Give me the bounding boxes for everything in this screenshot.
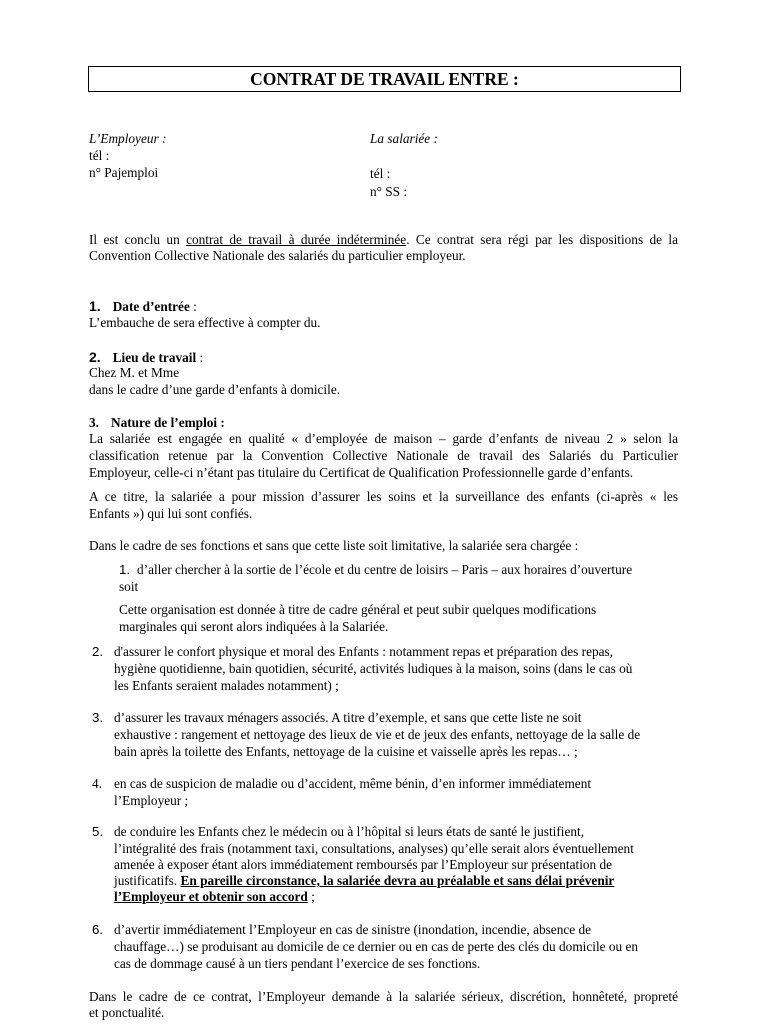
duty-1-note-line-1: Cette organisation est donnée à titre de cadre général et peut subir quelques modifications bbox=[119, 602, 597, 617]
duty-5-emphasis-line-2: l’Employeur et obtenir son accord bbox=[114, 889, 308, 904]
duty-4-line-2: l’Employeur ; bbox=[114, 793, 189, 808]
duty-4-line-1: en cas de suspicion de maladie ou d’accident, même bénin, d’en informer immédiatement bbox=[114, 776, 592, 791]
employer-label: L’Employeur : bbox=[89, 131, 167, 146]
section-2-heading bbox=[89, 349, 203, 367]
section-1-title: Date d’entrée bbox=[112, 299, 190, 314]
document-title: CONTRAT DE TRAVAIL ENTRE : bbox=[88, 66, 681, 92]
duty-1-note-line-2: marginales qui seront alors indiquées à la Salariée. bbox=[119, 619, 389, 634]
duty-1-line-2: soit bbox=[119, 579, 139, 594]
section-3-para-2-line-2: Enfants ») qui lui sont confiés. bbox=[89, 506, 253, 521]
employer-pajemploi: n° Pajemploi bbox=[89, 165, 159, 180]
intro-line-2: Convention Collective Nationale des salariés du particulier employeur. bbox=[89, 248, 466, 263]
section-3-heading bbox=[89, 415, 225, 432]
duty-5-line-4-prefix: justificatifs. bbox=[114, 873, 181, 888]
employee-label: La salariée : bbox=[370, 131, 438, 146]
employee-tel: tél : bbox=[370, 166, 391, 181]
section-2-line-1: Chez M. et Mme bbox=[89, 365, 180, 380]
section-3-para-2-line-1: A ce titre, la salariée a pour mission d’assurer les soins et la surveillance des enfants (ci-après « les bbox=[89, 489, 678, 504]
duty-2-number: 2. bbox=[92, 644, 104, 659]
duty-2-line-3: les Enfants seraient malades notamment) ; bbox=[114, 678, 339, 693]
duty-3-line-2: exhaustive : rangement et nettoyage des lieux de vie et de jeux des enfants, nettoyage de la salle de bbox=[114, 727, 641, 742]
section-3-para-3: Dans le cadre de ses fonctions et sans que cette liste soit limitative, la salariée sera chargée : bbox=[89, 538, 579, 553]
section-1-text: L’embauche de sera effective à compter du. bbox=[89, 315, 321, 330]
section-2-title: Lieu de travail bbox=[112, 350, 197, 365]
duty-2-line-1: d'assurer le confort physique et moral des Enfants : notamment repas et préparation des repas, bbox=[114, 644, 614, 659]
duty-5-line-5-suffix: ; bbox=[307, 889, 315, 904]
duty-6-line-1: d’avertir immédiatement l’Employeur en cas de sinistre (inondation, incendie, absence de bbox=[114, 922, 592, 937]
duty-1-line-1: d’aller chercher à la sortie de l’école et du centre de loisirs – Paris – aux horaires d’ouverture bbox=[137, 562, 633, 577]
duty-5-line-5 bbox=[114, 889, 315, 906]
duty-3-line-3: bain après la toilette des Enfants, nettoyage de la cuisine et vaisselle après les repas… ; bbox=[114, 744, 578, 759]
duty-5-line-1: de conduire les Enfants chez le médecin ou à l’hôpital si leurs états de santé le justifient, bbox=[114, 824, 585, 839]
duty-3-line-1: d’assurer les travaux ménagers associés. A titre d’exemple, et sans que cette liste ne soit bbox=[114, 710, 582, 725]
duty-6-line-3: cas de dommage causé à un tiers pendant l’exercice de ses fonctions. bbox=[114, 956, 481, 971]
section-1-colon: : bbox=[189, 299, 197, 314]
employee-ss: n° SS : bbox=[370, 184, 408, 199]
duty-5-emphasis-line-1: En pareille circonstance, la salariée devra au préalable et sans délai prévenir bbox=[180, 873, 615, 888]
duty-4-number: 4. bbox=[92, 776, 102, 791]
section-3-title: Nature de l’emploi : bbox=[110, 415, 225, 430]
section-2-line-2: dans le cadre d’une garde d’enfants à domicile. bbox=[89, 382, 341, 397]
section-2-colon: : bbox=[196, 350, 204, 365]
duty-5-number: 5. bbox=[92, 824, 104, 839]
contract-type: contrat de travail à durée indéterminée bbox=[186, 232, 407, 247]
section-1-heading bbox=[89, 298, 197, 316]
duty-5-line-4 bbox=[114, 873, 614, 890]
closing-line-2: et ponctualité. bbox=[89, 1005, 165, 1020]
duty-3-number: 3. bbox=[92, 710, 104, 725]
section-2-number: 2. bbox=[89, 349, 101, 365]
intro-line-1-rest: . Ce contrat sera régi par les dispositions de la bbox=[406, 232, 678, 247]
section-3-para-1-line-1: La salariée est engagée en qualité « d’employée de maison – garde d’enfants de niveau 2 » selon la bbox=[89, 431, 678, 446]
section-3-para-1-line-3: Employeur, celle-ci n’étant pas titulaire du Certificat de Qualification Professionnelle garde d’enfants. bbox=[89, 465, 634, 480]
section-3-number: 3. bbox=[89, 415, 99, 430]
duty-2-line-2: hygiène quotidienne, bain quotidien, sécurité, activités ludiques à la maison, soins (dans le cas où bbox=[114, 661, 633, 676]
section-3-para-1-line-2: classification retenue par la Convention Collective Nationale de travail des Salariés du Particulier bbox=[89, 448, 678, 463]
duty-6-line-2: chauffage…) se produisant au domicile de ce dernier ou en cas de perte des clés du domicile ou en bbox=[114, 939, 639, 954]
duty-6-number: 6. bbox=[92, 922, 104, 937]
duty-5-line-2: l’intégralité des frais (notamment taxi, consultations, analyses) qu’elle serait alors éventuellement bbox=[114, 841, 634, 856]
intro-line-1 bbox=[89, 232, 678, 249]
duty-5-line-3: amenée à exposer étant alors immédiatement remboursés par l’Employeur sur présentation de bbox=[114, 857, 613, 872]
employer-tel: tél : bbox=[89, 148, 110, 163]
section-1-number: 1. bbox=[89, 298, 101, 314]
closing-line-1: Dans le cadre de ce contrat, l’Employeur demande à la salariée sérieux, discrétion, honnêteté, propreté bbox=[89, 989, 678, 1004]
duty-1-number: 1. bbox=[119, 562, 131, 577]
intro-prefix: Il est conclu un bbox=[89, 232, 187, 247]
